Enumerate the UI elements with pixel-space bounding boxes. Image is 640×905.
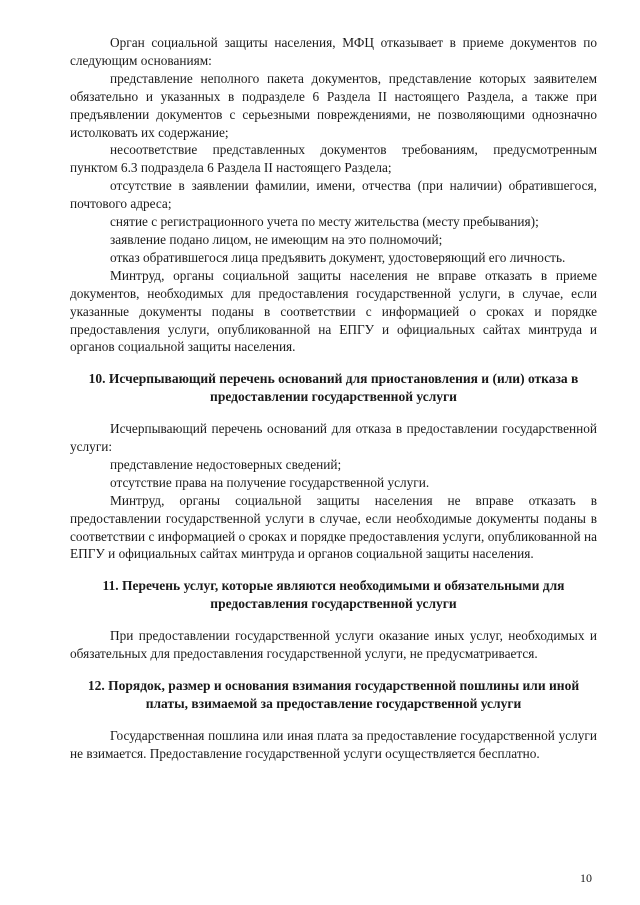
intro-item-2: несоответствие представленных документов требованиям, предусмотренным пунктом 6.3 подраздела 6 Раздела II настоящего Раздела; xyxy=(70,142,597,176)
section-11-text: При предоставлении государственной услуги оказание иных услуг, необходимых и обязательных для предоставления государственной услуги, не предусматривается. xyxy=(70,628,597,662)
section-10 xyxy=(70,370,597,563)
intro-item-3: отсутствие в заявлении фамилии, имени, отчества (при наличии) обратившегося, почтового адреса; xyxy=(70,178,597,212)
section-10-item-1: представление недостоверных сведений; xyxy=(110,456,342,472)
section-10-heading: 10. Исчерпывающий перечень оснований для приостановления и (или) отказа в предоставлении государственной услуги xyxy=(88,371,579,405)
intro-closing: Минтруд, органы социальной защиты населения не вправе отказать в приеме документов, необходимых для предоставления государственной услуги, в случае, если указанные документы поданы в соответствии с информацией о сроках и порядке предоставления услуги, опубликованной на ЕПГУ и официальных сайтах минтруда и органов социальной защиты населения. xyxy=(70,267,597,355)
page-number: 10 xyxy=(580,871,592,885)
section-11 xyxy=(70,577,597,663)
intro-item-4: снятие с регистрационного учета по месту жительства (месту пребывания); xyxy=(110,214,539,230)
intro-lead: Орган социальной защиты населения, МФЦ отказывает в приеме документов по следующим основаниям: xyxy=(70,35,597,68)
section-10-lead: Исчерпывающий перечень оснований для отказа в предоставлении государственной услуги: xyxy=(70,421,597,455)
section-12 xyxy=(70,677,597,763)
intro-item-1: представление неполного пакета документов, представление которых заявителем обязательно и указанных в подразделе 6 Раздела II настоящего Раздела, а также при предъявлении документов с серьезными повреждениями, не позволяющими однозначно истолковать их содержание; xyxy=(70,70,597,140)
section-12-text: Государственная пошлина или иная плата за предоставление государственной услуги не взимается. Предоставление государственной услуги осуществляется бесплатно. xyxy=(70,727,597,761)
page-content xyxy=(70,34,597,763)
section-10-item-2: отсутствие права на получение государственной услуги. xyxy=(110,474,430,490)
intro-item-5: заявление подано лицом, не имеющим на это полномочий; xyxy=(110,231,443,247)
intro-item-6: отказ обратившегося лица предъявить документ, удостоверяющий его личность. xyxy=(110,249,566,265)
section-11-heading: 11. Перечень услуг, которые являются необходимыми и обязательными для предоставления государственной услуги xyxy=(102,578,565,612)
section-12-heading: 12. Порядок, размер и основания взимания государственной пошлины или иной платы, взимаемой за предоставление государственной услуги xyxy=(87,678,580,711)
section-10-closing: Минтруд, органы социальной защиты населения не вправе отказать в предоставлении государственной услуги в случае, если необходимые документы поданы в соответствии с информацией о сроках и порядке предоставления услуги, опубликованной на ЕПГУ и официальных сайтах минтруда и органов социальной защиты населения. xyxy=(70,492,597,562)
